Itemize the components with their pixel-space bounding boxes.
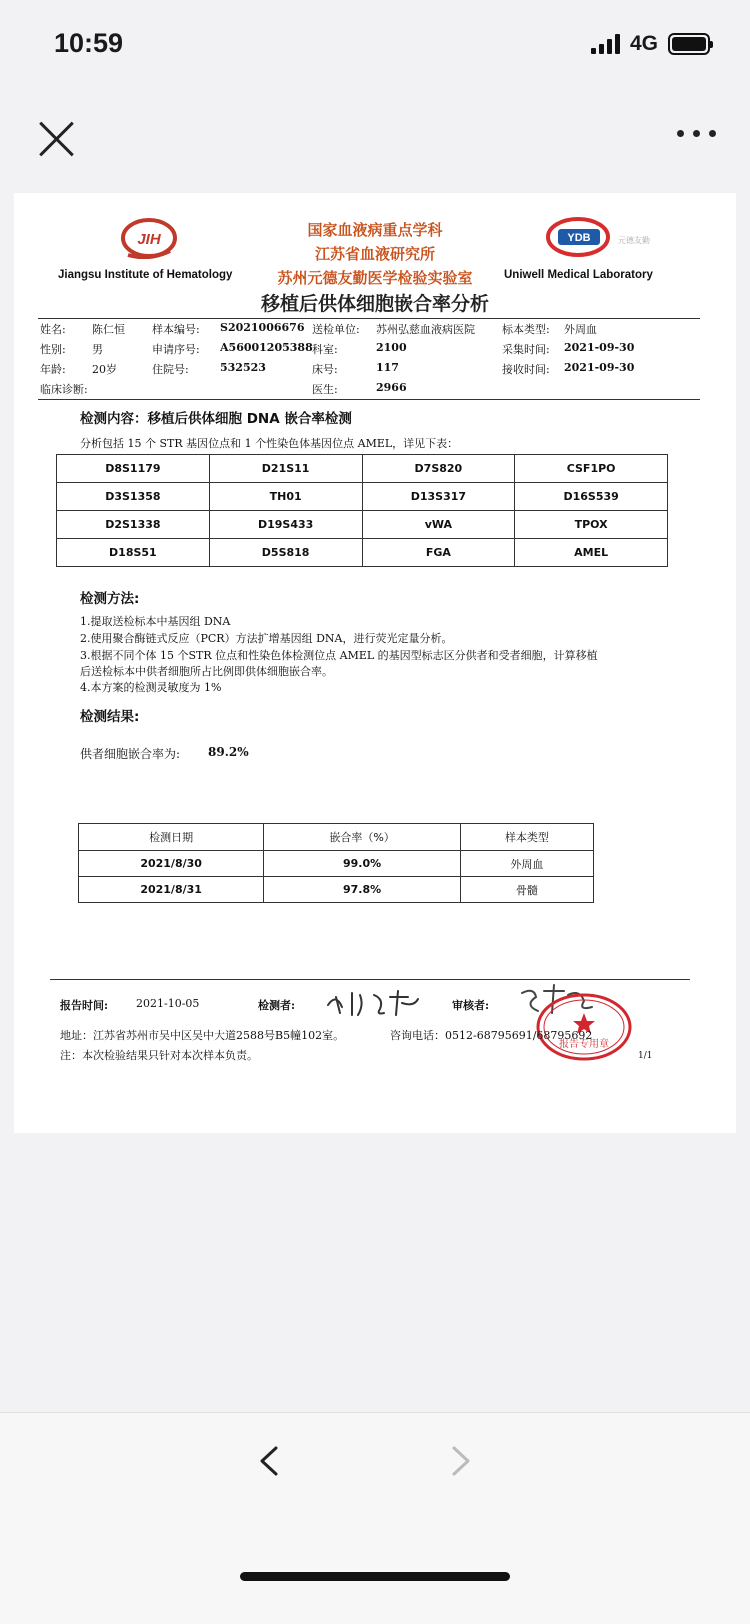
locus-cell: FGA bbox=[362, 539, 515, 567]
status-bar bbox=[0, 0, 750, 90]
report-document bbox=[14, 193, 736, 1133]
receive-label: 接收时间: bbox=[502, 363, 550, 376]
divider bbox=[38, 399, 700, 400]
institute-left: Jiangsu Institute of Hematology bbox=[58, 269, 233, 281]
specimen-value: 外周血 bbox=[564, 323, 597, 336]
collect-value: 2021-09-30 bbox=[564, 341, 635, 354]
sample-no-label: 样本编号: bbox=[152, 323, 200, 336]
tester-label: 检测者: bbox=[258, 999, 296, 1012]
tester-signature bbox=[322, 985, 432, 1019]
history-cell: 外周血 bbox=[460, 851, 593, 877]
method-line-4: 后送检标本中供者细胞所占比例即供体细胞嵌合率。 bbox=[80, 665, 333, 678]
collect-label: 采集时间: bbox=[502, 343, 550, 356]
locus-cell: D2S1338 bbox=[57, 511, 210, 539]
locus-cell: AMEL bbox=[515, 539, 668, 567]
report-time-label: 报告时间: bbox=[60, 999, 109, 1012]
age-value: 20岁 bbox=[92, 363, 117, 376]
method-line-3: 3.根据不同个体 15 个STR 位点和性染色体检测位点 AMEL 的基因型标志区分供者和受者细胞，计算移植 bbox=[80, 649, 598, 662]
close-icon[interactable] bbox=[38, 120, 76, 158]
chevron-left-icon[interactable] bbox=[256, 1446, 286, 1476]
page-number: 1/1 bbox=[638, 1051, 653, 1061]
doctor-label: 医生: bbox=[312, 383, 338, 396]
locus-cell: D13S317 bbox=[362, 483, 515, 511]
loci-intro: 分析包括 15 个 STR 基因位点和 1 个性染色体基因位点 AMEL，详见下表： bbox=[80, 437, 459, 450]
ydb-logo-caption: 元德友勤 bbox=[618, 236, 650, 245]
phone: 咨询电话：0512-68795691/68795692 bbox=[390, 1029, 593, 1042]
ydb-logo-text: YDB bbox=[567, 232, 591, 244]
header-line-1: 国家血液病重点学科 bbox=[307, 221, 443, 239]
locus-cell: D18S51 bbox=[57, 539, 210, 567]
content-heading: 检测内容：移植后供体细胞 DNA 嵌合率检测 bbox=[80, 411, 352, 427]
divider bbox=[38, 318, 700, 319]
unit-value: 苏州弘慈血液病医院 bbox=[376, 323, 475, 336]
dept-value: 2100 bbox=[376, 341, 407, 354]
reviewer-label: 审核者: bbox=[452, 999, 490, 1012]
locus-cell: CSF1PO bbox=[515, 455, 668, 483]
sample-no-value: S2021006676 bbox=[220, 321, 305, 334]
age-label: 年龄: bbox=[40, 363, 66, 376]
name-value: 陈仁恒 bbox=[92, 323, 125, 336]
address: 地址：江苏省苏州市吴中区吴中大道2588号B5幢102室。 bbox=[60, 1029, 345, 1042]
seal-text: 报告专用章 bbox=[559, 1039, 609, 1050]
unit-label: 送检单位: bbox=[312, 323, 360, 336]
result-label: 供者细胞嵌合率为: bbox=[80, 747, 181, 761]
locus-cell: D19S433 bbox=[209, 511, 362, 539]
history-cell: 97.8% bbox=[264, 877, 461, 903]
specimen-label: 标本类型: bbox=[502, 323, 550, 336]
gender-value: 男 bbox=[92, 343, 103, 356]
method-heading: 检测方法: bbox=[80, 591, 140, 607]
battery-icon bbox=[668, 33, 710, 55]
report-time-value: 2021-10-05 bbox=[136, 997, 200, 1010]
history-cell: 2021/8/30 bbox=[79, 851, 264, 877]
signal-icon bbox=[591, 34, 620, 54]
ydb-logo bbox=[544, 215, 614, 259]
name-label: 姓名: bbox=[40, 323, 66, 336]
locus-cell: D8S1179 bbox=[57, 455, 210, 483]
locus-cell: TH01 bbox=[209, 483, 362, 511]
history-header: 样本类型 bbox=[460, 824, 593, 851]
history-header: 嵌合率（%） bbox=[264, 824, 461, 851]
result-heading: 检测结果: bbox=[80, 709, 140, 725]
locus-cell: D16S539 bbox=[515, 483, 668, 511]
hospital-no-label: 住院号: bbox=[152, 363, 189, 376]
doctor-value: 2966 bbox=[376, 381, 407, 394]
bed-value: 117 bbox=[376, 361, 399, 374]
hospital-no-value: 532523 bbox=[220, 361, 266, 374]
chevron-right-icon[interactable] bbox=[444, 1446, 474, 1476]
request-no-value: A56001205388 bbox=[220, 341, 313, 354]
history-cell: 99.0% bbox=[264, 851, 461, 877]
request-no-label: 申请序号: bbox=[152, 343, 200, 356]
more-icon[interactable] bbox=[677, 130, 716, 137]
footer-divider bbox=[50, 979, 690, 980]
header-line-3: 苏州元德友勤医学检验实验室 bbox=[277, 269, 473, 287]
jih-logo-text: JIH bbox=[137, 231, 161, 248]
method-line-1: 1.提取送检标本中基因组 DNA bbox=[80, 615, 231, 628]
institute-right: Uniwell Medical Laboratory bbox=[504, 269, 653, 281]
history-header: 检测日期 bbox=[79, 824, 264, 851]
locus-cell: D21S11 bbox=[209, 455, 362, 483]
diagnosis-label: 临床诊断: bbox=[40, 383, 88, 396]
locus-cell: D7S820 bbox=[362, 455, 515, 483]
locus-cell: D5S818 bbox=[209, 539, 362, 567]
home-indicator[interactable] bbox=[240, 1572, 510, 1581]
history-cell: 骨髓 bbox=[460, 877, 593, 903]
locus-cell: TPOX bbox=[515, 511, 668, 539]
network-type: 4G bbox=[629, 32, 658, 55]
note: 注：本次检验结果只针对本次样本负责。 bbox=[60, 1049, 258, 1062]
locus-cell: vWA bbox=[362, 511, 515, 539]
status-time: 10:59 bbox=[54, 28, 124, 58]
dept-label: 科室: bbox=[312, 343, 338, 356]
locus-cell: D3S1358 bbox=[57, 483, 210, 511]
report-title: 移植后供体细胞嵌合率分析 bbox=[260, 293, 489, 315]
history-table bbox=[78, 823, 594, 903]
bottom-toolbar bbox=[0, 1412, 750, 1624]
bed-label: 床号: bbox=[312, 363, 338, 376]
header-line-2: 江苏省血液研究所 bbox=[314, 245, 435, 263]
method-line-5: 4.本方案的检测灵敏度为 1% bbox=[80, 681, 222, 694]
loci-table bbox=[56, 454, 668, 567]
history-cell: 2021/8/31 bbox=[79, 877, 264, 903]
method-line-2: 2.使用聚合酶链式反应（PCR）方法扩增基因组 DNA，进行荧光定量分析。 bbox=[80, 632, 453, 645]
result-value: 89.2% bbox=[208, 745, 249, 759]
gender-label: 性别: bbox=[40, 343, 66, 356]
status-icons bbox=[591, 32, 710, 56]
receive-value: 2021-09-30 bbox=[564, 361, 635, 374]
